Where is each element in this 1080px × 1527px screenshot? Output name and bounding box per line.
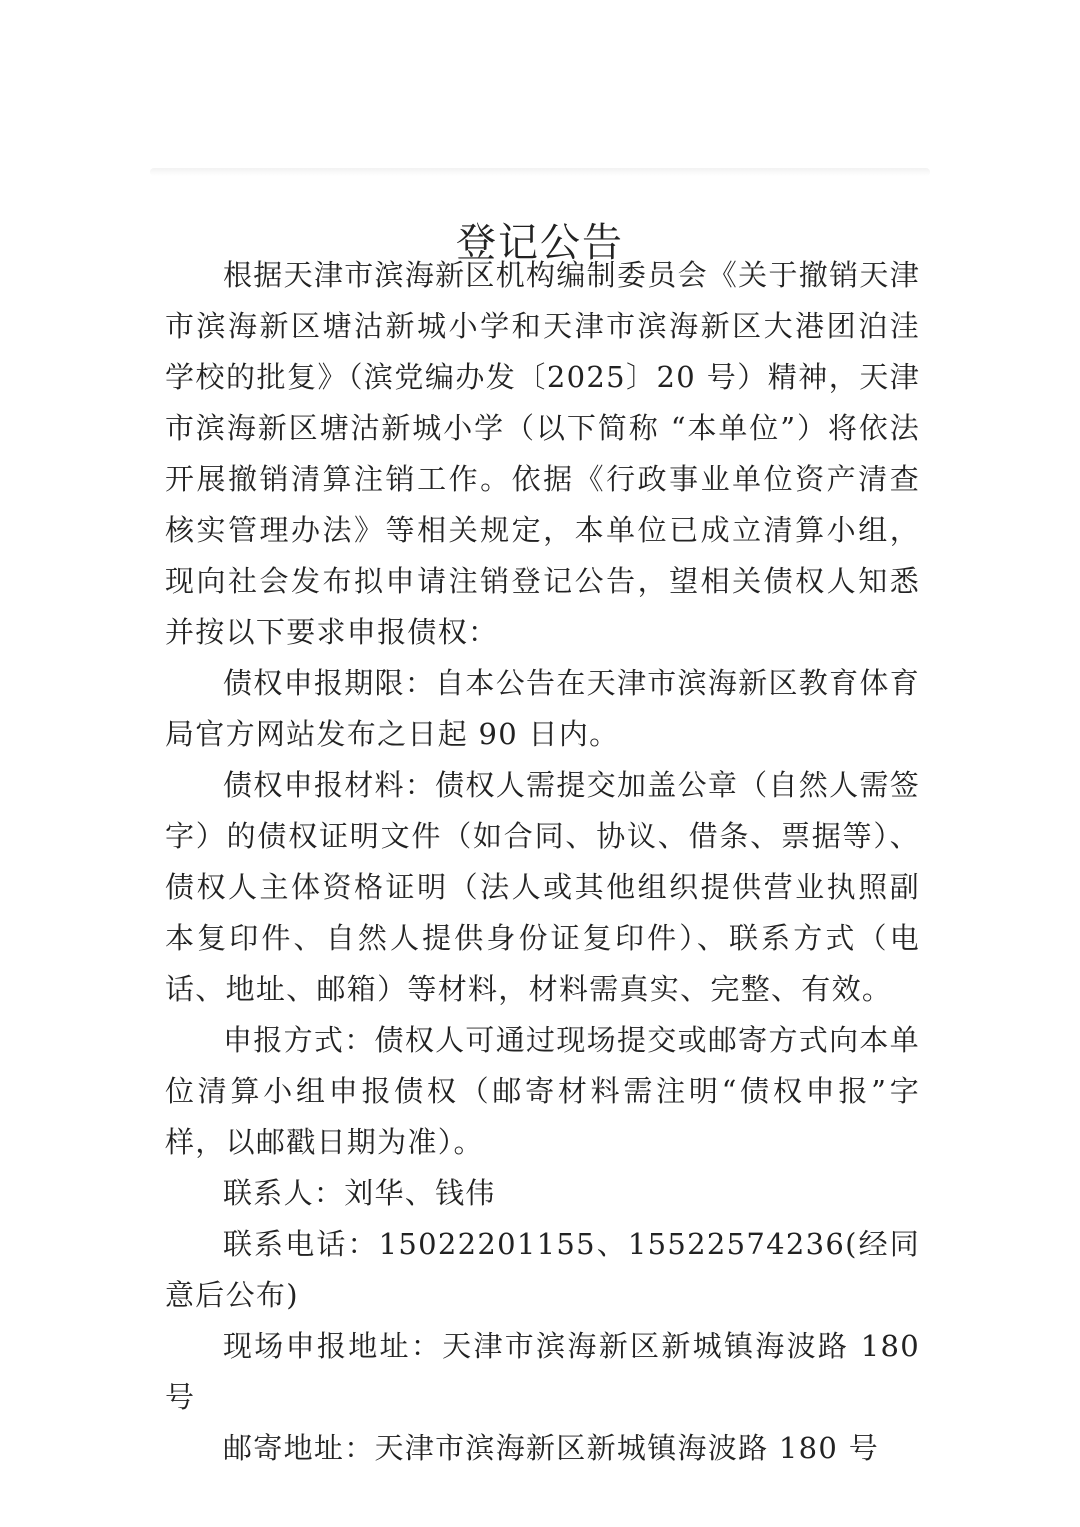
claim-method-paragraph: 申报方式：债权人可通过现场提交或邮寄方式向本单位清算小组申报债权（邮寄材料需注明“债权申报”字样，以邮戳日期为准）。 [165,1023,920,1159]
mailing-address-line: 邮寄地址：天津市滨海新区新城镇海波路 180 号 [223,1431,879,1465]
contact-phone-line: 联系电话：15022201155、15522574236(经同意后公布) [165,1227,920,1312]
claim-period-paragraph: 债权申报期限：自本公告在天津市滨海新区教育体育局官方网站发布之日起 90 日内。 [165,666,920,751]
onsite-address-line: 现场申报地址：天津市滨海新区新城镇海波路 180 号 [165,1329,920,1414]
contact-person-line: 联系人：刘华、钱伟 [223,1176,496,1210]
intro-paragraph: 根据天津市滨海新区机构编制委员会《关于撤销天津市滨海新区塘沽新城小学和天津市滨海新区大港团泊洼学校的批复》（滨党编办发〔2025〕20 号）精神，天津市滨海新区塘沽新城小学（以下简称 “本单位”）将依法开展撤销清算注销工作。依据《行政事业单位资产清查核实管理办法》等相关规定，本单位已成立清算小组，现向社会发布拟申请注销登记公告，望相关债权人知悉并按以下要求申报债权： [165,258,920,649]
page-top-shadow [150,168,930,176]
document-title: 登记公告 [456,219,624,266]
claim-materials-paragraph: 债权申报材料：债权人需提交加盖公章（自然人需签字）的债权证明文件（如合同、协议、借条、票据等）、债权人主体资格证明（法人或其他组织提供营业执照副本复印件、自然人提供身份证复印件）、联系方式（电话、地址、邮箱）等材料，材料需真实、完整、有效。 [165,768,920,1006]
document-body [165,250,920,1474]
